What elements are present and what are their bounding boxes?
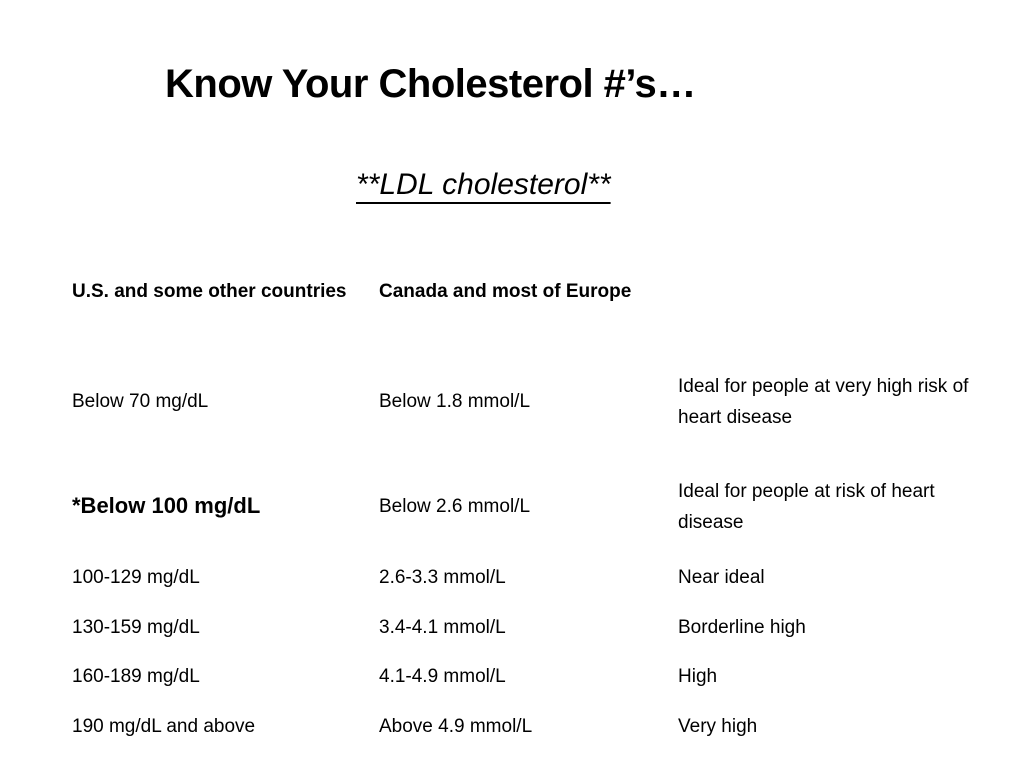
cell-us: Below 70 mg/dL xyxy=(72,391,209,412)
cell-category: Ideal for people at risk of heart disease xyxy=(678,481,935,533)
header-canada-europe: Canada and most of Europe xyxy=(379,281,632,302)
cell-category: Borderline high xyxy=(678,617,806,638)
header-us: U.S. and some other countries xyxy=(72,281,347,302)
cell-category: Very high xyxy=(678,716,758,737)
cell-canada-europe: Above 4.9 mmol/L xyxy=(379,716,533,737)
slide-subtitle: **LDL cholesterol** xyxy=(356,168,611,201)
cell-canada-europe: 4.1-4.9 mmol/L xyxy=(379,666,506,687)
cell-canada-europe: 2.6-3.3 mmol/L xyxy=(379,567,506,588)
cell-category: Ideal for people at very high risk of heart disease xyxy=(678,376,969,428)
cell-us: 190 mg/dL and above xyxy=(72,716,256,737)
cell-category: High xyxy=(678,666,718,687)
cell-us: 130-159 mg/dL xyxy=(72,617,200,638)
slide-title: Know Your Cholesterol #’s… xyxy=(165,62,696,106)
cell-canada-europe: Below 2.6 mmol/L xyxy=(379,496,531,517)
cell-canada-europe: 3.4-4.1 mmol/L xyxy=(379,617,506,638)
cell-us: *Below 100 mg/dL xyxy=(72,493,261,518)
cell-us: 100-129 mg/dL xyxy=(72,567,200,588)
cell-category: Near ideal xyxy=(678,567,765,588)
cell-canada-europe: Below 1.8 mmol/L xyxy=(379,391,531,412)
cell-us: 160-189 mg/dL xyxy=(72,666,200,687)
